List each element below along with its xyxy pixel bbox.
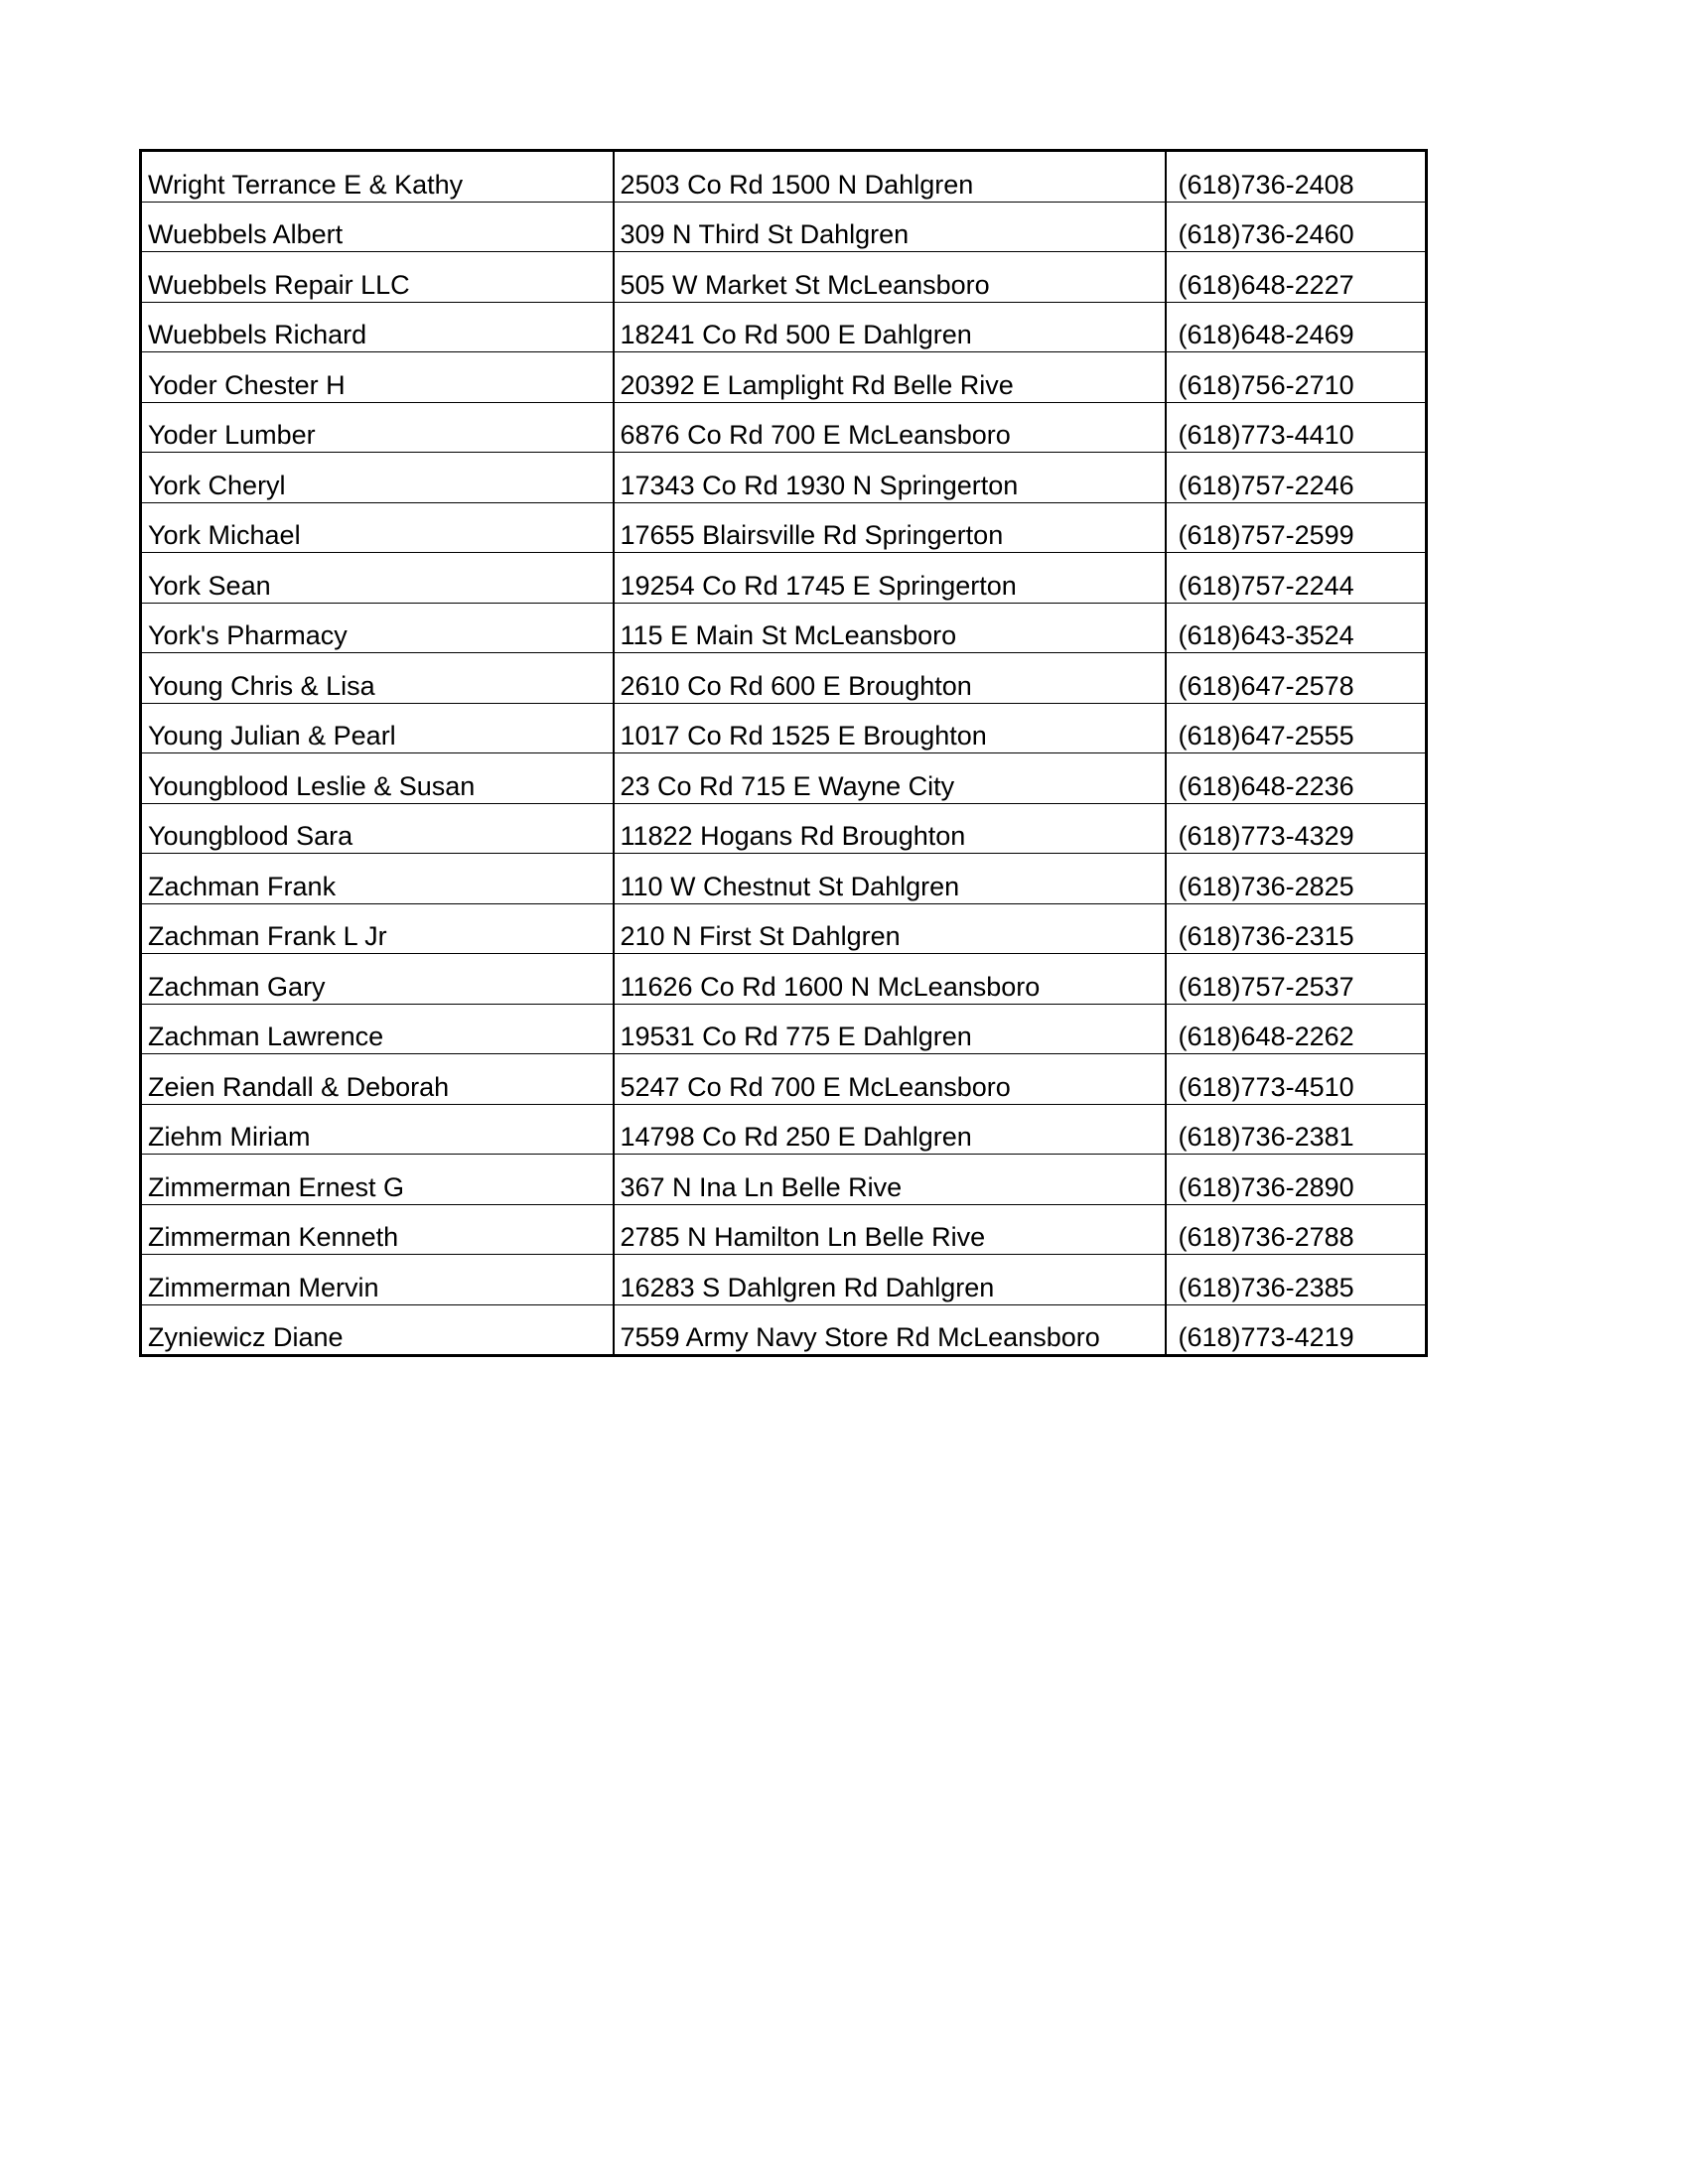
listing-address: 11822 Hogans Rd Broughton (614, 803, 1166, 854)
table-row (141, 1255, 1427, 1305)
listing-name: York Sean (141, 553, 614, 604)
table-row (141, 1104, 1427, 1155)
listing-name: Zachman Frank L Jr (141, 903, 614, 954)
directory-body (141, 151, 1427, 1356)
listing-name: Zachman Frank (141, 854, 614, 904)
listing-address: 17655 Blairsville Rd Springerton (614, 502, 1166, 553)
listing-phone: (618)648-2262 (1166, 1004, 1427, 1054)
listing-phone: (618)736-2385 (1166, 1255, 1427, 1305)
listing-name: Zimmerman Kenneth (141, 1204, 614, 1255)
listing-address: 309 N Third St Dahlgren (614, 202, 1166, 252)
listing-address: 505 W Market St McLeansboro (614, 252, 1166, 303)
listing-name: Young Julian & Pearl (141, 703, 614, 753)
table-row (141, 603, 1427, 653)
table-row (141, 903, 1427, 954)
listing-name: York Michael (141, 502, 614, 553)
listing-phone: (618)757-2537 (1166, 954, 1427, 1005)
listing-address: 11626 Co Rd 1600 N McLeansboro (614, 954, 1166, 1005)
listing-address: 210 N First St Dahlgren (614, 903, 1166, 954)
listing-phone: (618)736-2825 (1166, 854, 1427, 904)
listing-name: Wuebbels Albert (141, 202, 614, 252)
listing-phone: (618)736-2890 (1166, 1155, 1427, 1205)
listing-address: 115 E Main St McLeansboro (614, 603, 1166, 653)
listing-phone: (618)757-2246 (1166, 453, 1427, 503)
listing-name: Yoder Lumber (141, 402, 614, 453)
listing-phone: (618)773-4510 (1166, 1054, 1427, 1105)
table-row (141, 954, 1427, 1005)
listing-address: 17343 Co Rd 1930 N Springerton (614, 453, 1166, 503)
listing-address: 2503 Co Rd 1500 N Dahlgren (614, 151, 1166, 203)
listing-phone: (618)647-2578 (1166, 653, 1427, 704)
listing-name: Zimmerman Mervin (141, 1255, 614, 1305)
table-row (141, 653, 1427, 704)
listing-phone: (618)736-2381 (1166, 1104, 1427, 1155)
listing-address: 19254 Co Rd 1745 E Springerton (614, 553, 1166, 604)
listing-name: York Cheryl (141, 453, 614, 503)
table-row (141, 854, 1427, 904)
table-row (141, 1204, 1427, 1255)
listing-address: 2610 Co Rd 600 E Broughton (614, 653, 1166, 704)
listing-name: Yoder Chester H (141, 352, 614, 403)
listing-address: 5247 Co Rd 700 E McLeansboro (614, 1054, 1166, 1105)
listing-phone: (618)736-2460 (1166, 202, 1427, 252)
listing-phone: (618)647-2555 (1166, 703, 1427, 753)
listing-phone: (618)736-2788 (1166, 1204, 1427, 1255)
listing-name: Youngblood Leslie & Susan (141, 753, 614, 804)
listing-address: 19531 Co Rd 775 E Dahlgren (614, 1004, 1166, 1054)
listing-name: York's Pharmacy (141, 603, 614, 653)
table-row (141, 502, 1427, 553)
table-row (141, 803, 1427, 854)
listing-name: Zimmerman Ernest G (141, 1155, 614, 1205)
listing-phone: (618)773-4219 (1166, 1304, 1427, 1356)
listing-name: Ziehm Miriam (141, 1104, 614, 1155)
table-row (141, 453, 1427, 503)
listing-address: 2785 N Hamilton Ln Belle Rive (614, 1204, 1166, 1255)
listing-name: Zyniewicz Diane (141, 1304, 614, 1356)
listing-phone: (618)773-4410 (1166, 402, 1427, 453)
table-row (141, 252, 1427, 303)
listing-address: 23 Co Rd 715 E Wayne City (614, 753, 1166, 804)
listing-address: 110 W Chestnut St Dahlgren (614, 854, 1166, 904)
table-row (141, 202, 1427, 252)
listing-address: 6876 Co Rd 700 E McLeansboro (614, 402, 1166, 453)
listing-phone: (618)757-2244 (1166, 553, 1427, 604)
listing-phone: (618)736-2408 (1166, 151, 1427, 203)
listing-name: Wright Terrance E & Kathy (141, 151, 614, 203)
listing-phone: (618)648-2469 (1166, 302, 1427, 352)
listing-phone: (618)643-3524 (1166, 603, 1427, 653)
table-row (141, 1054, 1427, 1105)
listing-name: Zachman Gary (141, 954, 614, 1005)
listing-address: 1017 Co Rd 1525 E Broughton (614, 703, 1166, 753)
table-row (141, 703, 1427, 753)
listing-phone: (618)648-2227 (1166, 252, 1427, 303)
table-row (141, 553, 1427, 604)
table-row (141, 302, 1427, 352)
table-row (141, 1155, 1427, 1205)
table-row (141, 151, 1427, 203)
listing-name: Wuebbels Richard (141, 302, 614, 352)
listing-address: 367 N Ina Ln Belle Rive (614, 1155, 1166, 1205)
listing-name: Young Chris & Lisa (141, 653, 614, 704)
listing-address: 20392 E Lamplight Rd Belle Rive (614, 352, 1166, 403)
listing-phone: (618)773-4329 (1166, 803, 1427, 854)
listing-name: Zeien Randall & Deborah (141, 1054, 614, 1105)
table-row (141, 753, 1427, 804)
table-row (141, 352, 1427, 403)
listing-phone: (618)736-2315 (1166, 903, 1427, 954)
listing-phone: (618)757-2599 (1166, 502, 1427, 553)
listing-address: 7559 Army Navy Store Rd McLeansboro (614, 1304, 1166, 1356)
listing-address: 16283 S Dahlgren Rd Dahlgren (614, 1255, 1166, 1305)
listing-phone: (618)648-2236 (1166, 753, 1427, 804)
table-row (141, 1304, 1427, 1356)
listing-name: Wuebbels Repair LLC (141, 252, 614, 303)
listing-name: Youngblood Sara (141, 803, 614, 854)
table-row (141, 1004, 1427, 1054)
listing-name: Zachman Lawrence (141, 1004, 614, 1054)
listing-address: 18241 Co Rd 500 E Dahlgren (614, 302, 1166, 352)
directory-table (139, 149, 1428, 1357)
listing-phone: (618)756-2710 (1166, 352, 1427, 403)
listing-address: 14798 Co Rd 250 E Dahlgren (614, 1104, 1166, 1155)
table-row (141, 402, 1427, 453)
